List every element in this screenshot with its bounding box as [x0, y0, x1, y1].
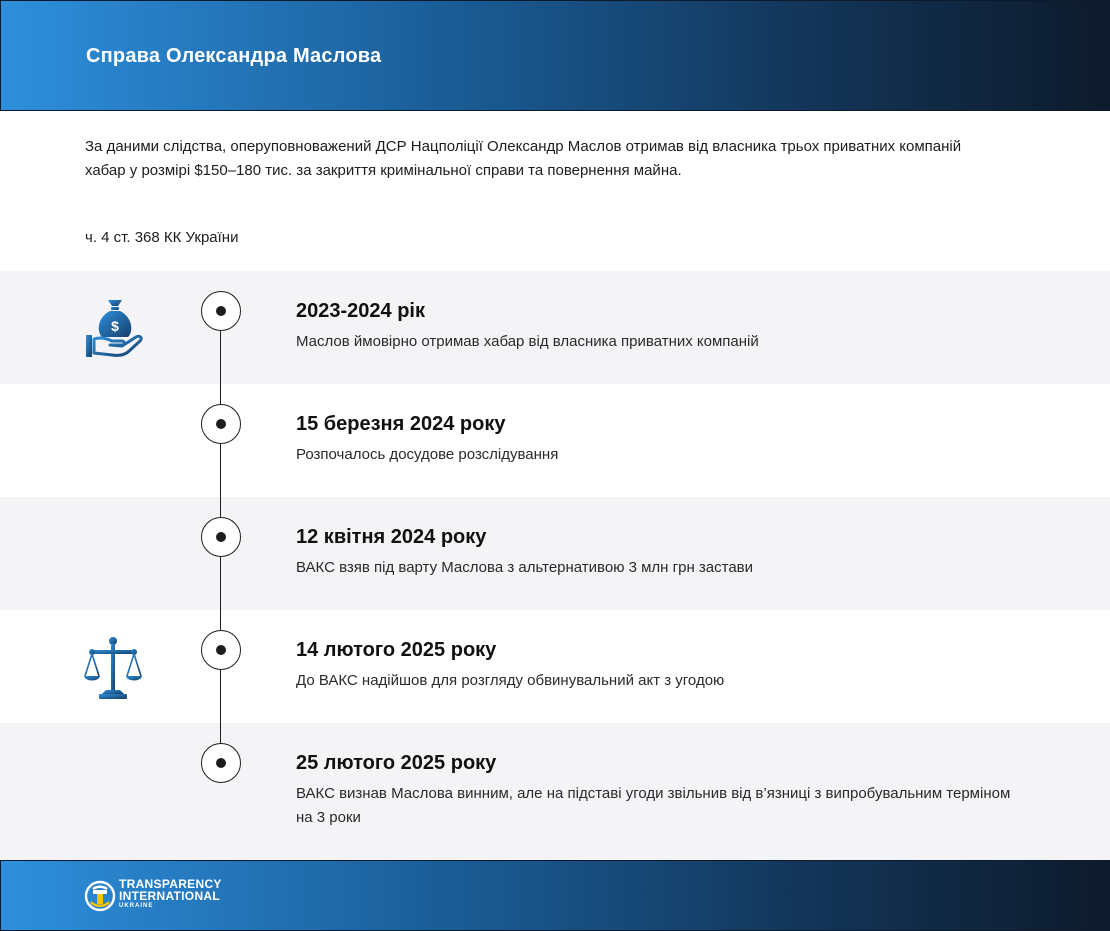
footer-banner: [0, 860, 1110, 931]
event-date: 15 березня 2024 року: [296, 413, 506, 435]
event-description: Маслов ймовірно отримав хабар від власника приватних компаній: [296, 333, 759, 350]
timeline-dot: [201, 404, 241, 444]
law-article: ч. 4 ст. 368 КК України: [85, 229, 239, 246]
money-bag-hand-icon: [84, 297, 146, 359]
event-description: ВАКС визнав Маслова винним, але на підставі угоди звільнив від в’язниці з випробувальним терміном на 3 роки: [296, 785, 1011, 826]
event-description: Розпочалось досудове розслідування: [296, 446, 559, 463]
event-description: ВАКС взяв під варту Маслова з альтернативою 3 млн грн застави: [296, 559, 754, 576]
header-banner: [0, 0, 1110, 111]
scales-of-justice-icon: [84, 636, 144, 700]
timeline-dot: [201, 291, 241, 331]
logo-wordmark: [119, 878, 222, 910]
timeline: [0, 271, 1110, 860]
transparency-international-logo: [84, 878, 244, 916]
svg-text:$: $: [111, 318, 119, 334]
logo-line-2: INTERNATIONAL: [119, 889, 221, 903]
event-description: До ВАКС надійшов для розгляду обвинувальний акт з угодою: [296, 672, 725, 689]
timeline-row: [0, 271, 1110, 384]
timeline-row: [0, 497, 1110, 610]
event-date: 2023-2024 рік: [296, 300, 425, 322]
logo-line-1: TRANSPARENCY: [119, 877, 222, 891]
timeline-row: [0, 384, 1110, 497]
page-title: Справа Олександра Маслова: [86, 45, 382, 67]
event-date: 12 квітня 2024 року: [296, 526, 487, 548]
ti-globe-icon: [84, 880, 116, 912]
timeline-dot: [201, 630, 241, 670]
event-date: 14 лютого 2025 року: [296, 639, 497, 661]
event-date: 25 лютого 2025 року: [296, 752, 497, 774]
intro-paragraph: За даними слідства, оперуповноважений ДСР Нацполіції Олександр Маслов отримав від власника трьох приватних компаній хабар у розмірі $150–180 тис. за закриття кримінальної справи та повернення майна.: [85, 138, 962, 179]
timeline-row: [0, 610, 1110, 723]
timeline-dot: [201, 517, 241, 557]
timeline-dot: [201, 743, 241, 783]
logo-line-3: UKRAINE: [119, 903, 154, 909]
